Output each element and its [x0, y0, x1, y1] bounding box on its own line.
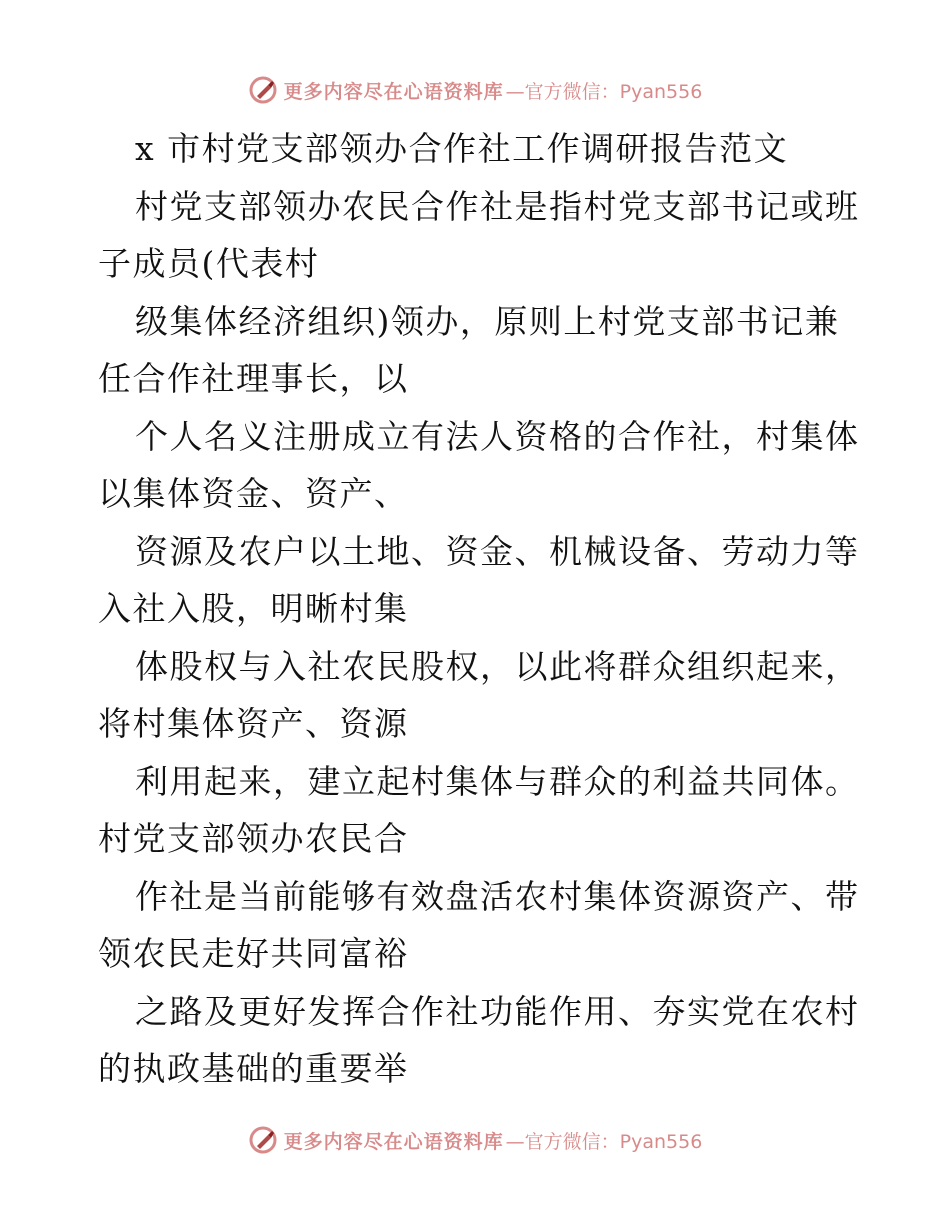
pen-circle-logo-icon: [248, 1125, 278, 1155]
paragraph-line: 资源及农户以土地、资金、机械设备、劳动力等: [135, 531, 860, 571]
footer-watermark: [0, 1120, 950, 1160]
paragraph-line: 村党支部领办农民合作社是指村党支部书记或班: [135, 186, 860, 226]
document-title: x 市村党支部领办合作社工作调研报告范文: [135, 129, 789, 168]
paragraph-line: 以集体资金、资产、: [98, 474, 409, 513]
paragraph-line: 任合作社理事长，以: [98, 359, 409, 398]
watermark-contact: —官方微信：Pyan556: [505, 80, 703, 103]
paragraph-line: 级集体经济组织)领办，原则上村党支部书记兼: [135, 301, 840, 341]
document-body: [98, 120, 858, 1098]
paragraph-line: 利用起来，建立起村集体与群众的利益共同体。: [135, 761, 860, 801]
paragraph-line: 体股权与入社农民股权，以此将群众组织起来，: [135, 646, 860, 686]
paragraph-line: 个人名义注册成立有法人资格的合作社，村集体: [135, 416, 860, 456]
paragraph-line: 之路及更好发挥合作社功能作用、夯实党在农村: [135, 991, 860, 1031]
watermark-contact: —官方微信：Pyan556: [505, 1130, 703, 1153]
pen-circle-logo-icon: [248, 75, 278, 105]
paragraph-line: 入社入股，明晰村集: [98, 589, 409, 628]
paragraph-line: 村党支部领办农民合: [98, 819, 409, 858]
paragraph-line: 领农民走好共同富裕: [98, 934, 409, 973]
paragraph-line: 将村集体资产、资源: [98, 704, 409, 743]
paragraph-line: 的执政基础的重要举: [98, 1049, 409, 1088]
watermark-text: 更多内容尽在心语资料库: [283, 1130, 504, 1153]
paragraph-line: 子成员(代表村: [98, 244, 320, 283]
paragraph-line: 作社是当前能够有效盘活农村集体资源资产、带: [135, 876, 860, 916]
header-watermark: [0, 70, 950, 110]
watermark-text: 更多内容尽在心语资料库: [283, 80, 504, 103]
